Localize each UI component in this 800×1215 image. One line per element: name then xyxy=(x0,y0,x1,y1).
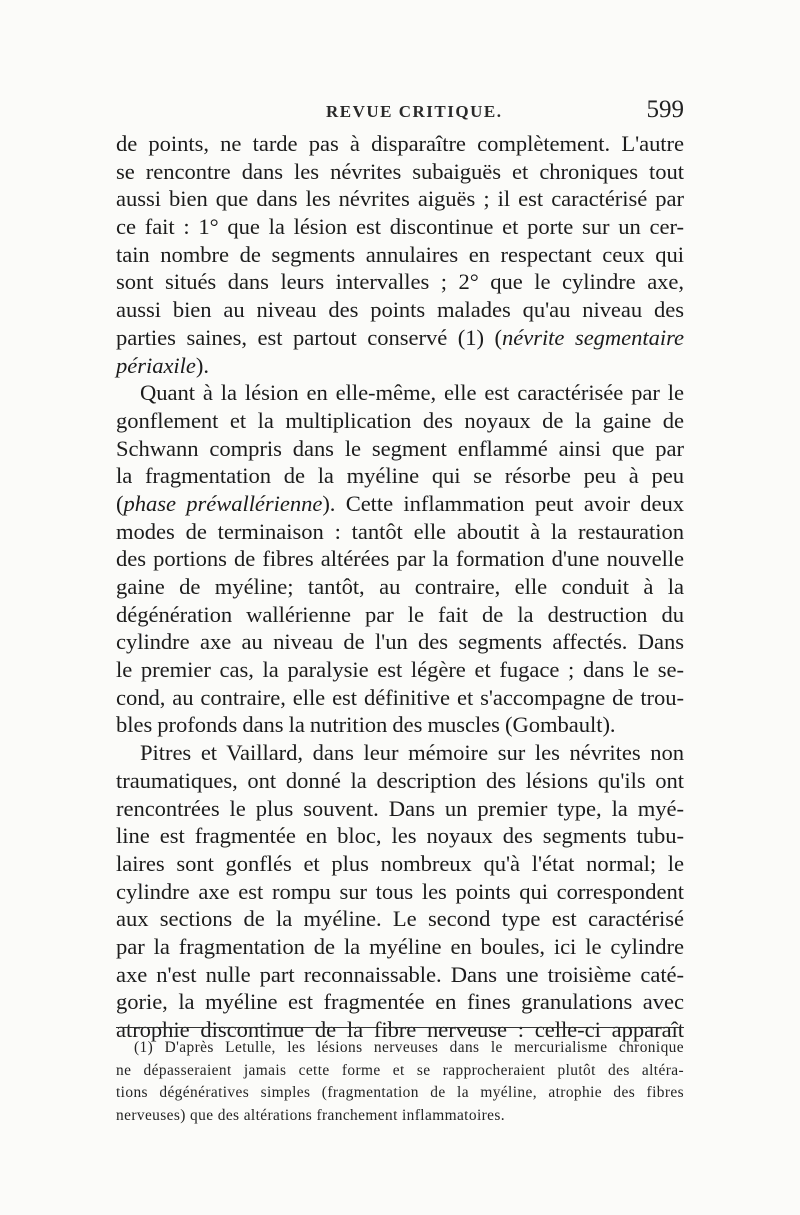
text-run: ). Cette inflammation peut avoir deux xyxy=(322,490,684,516)
text-line: aussi bien que dans les névrites aiguës ; il est caractérisé par xyxy=(116,186,684,212)
running-title: REVUE CRITIQUE. xyxy=(326,102,503,121)
text-line: traumatiques, ont donné la description des lésions qu'ils ont xyxy=(116,767,684,793)
text-line: cond, au contraire, elle est définitive et s'accompagne de trou- xyxy=(116,684,684,710)
body-text xyxy=(116,130,684,1044)
text-line: atrophie discontinue de la fibre nerveuse : celle-ci apparaît xyxy=(116,1017,684,1042)
text-line: Quant à la lésion en elle-même, elle est caractérisée par le xyxy=(140,380,684,406)
text-line: dégénération wallérienne par le fait de la destruction du xyxy=(116,601,684,627)
footnote-rule xyxy=(116,1027,684,1028)
text-run: parties saines, est partout conservé (1) ( xyxy=(116,324,502,350)
text-line: de points, ne tarde pas à disparaître complètement. L'autre xyxy=(116,131,684,156)
text-line: modes de terminaison : tantôt elle aboutit à la restauration xyxy=(116,518,684,544)
text-line: sont situés dans leurs intervalles ; 2° que le cylindre axe, xyxy=(116,269,684,295)
text-line: gaine de myéline; tantôt, au contraire, elle conduit à la xyxy=(116,574,684,599)
text-line xyxy=(116,352,684,380)
text-line: gonflement et la multiplication des noyaux de la gaine de xyxy=(116,407,684,433)
italic-term: périaxile xyxy=(116,352,196,378)
text-line: tain nombre de segments annulaires en respectant ceux qui xyxy=(116,241,684,267)
text-line: par la fragmentation de la myéline en boules, ici le cylindre xyxy=(116,933,684,959)
footnote-line: ne dépasseraient jamais cette forme et se rapprocheraient plutôt des altéra- xyxy=(116,1061,684,1079)
text-line: aussi bien au niveau des points malades qu'au niveau des xyxy=(116,297,684,323)
text-line: ce fait : 1° que la lésion est discontinue et porte sur un cer- xyxy=(116,214,684,240)
text-line: la fragmentation de la myéline qui se résorbe peu à peu xyxy=(116,463,684,489)
italic-term: névrite segmentaire xyxy=(502,324,684,350)
text-run: ). xyxy=(195,352,209,378)
text-line: Pitres et Vaillard, dans leur mémoire sur les névrites non xyxy=(140,740,684,766)
running-head xyxy=(116,96,684,126)
page-number: 599 xyxy=(646,96,684,123)
text-line: aux sections de la myéline. Le second type est caractérisé xyxy=(116,906,684,932)
text-line: le premier cas, la paralysie est légère et fugace ; dans le se- xyxy=(116,657,684,683)
text-run: ( xyxy=(116,490,124,516)
footnote-line: nerveuses) que des altérations franchement inflammatoires. xyxy=(116,1106,506,1124)
text-line: cylindre axe au niveau de l'un des segments affectés. Dans xyxy=(116,629,684,655)
text-line: cylindre axe est rompu sur tous les points qui correspondent xyxy=(116,878,684,904)
text-line: se rencontre dans les névrites subaiguës et chroniques tout xyxy=(116,158,684,184)
footnote-line: (1) D'après Letulle, les lésions nerveuses dans le mercurialisme chronique xyxy=(134,1039,684,1056)
text-line: bles profonds dans la nutrition des muscles (Gombault). xyxy=(116,712,616,738)
text-line: rencontrées le plus souvent. Dans un premier type, la myé- xyxy=(116,795,684,821)
footnote xyxy=(116,1037,684,1127)
italic-term: phase préwallérienne xyxy=(123,490,323,516)
text-line xyxy=(116,490,684,518)
text-line: axe n'est nulle part reconnaissable. Dans une troisième caté- xyxy=(116,961,684,987)
text-line: Schwann compris dans le segment enflammé ainsi que par xyxy=(116,435,684,461)
footnote-line: tions dégénératives simples (fragmentation de la myéline, atrophie des fibres xyxy=(116,1084,684,1101)
text-line: gorie, la myéline est fragmentée en fines granulations avec xyxy=(116,989,684,1015)
text-line: laires sont gonflés et plus nombreux qu'à l'état normal; le xyxy=(116,850,684,876)
text-line xyxy=(116,324,684,352)
text-line: line est fragmentée en bloc, les noyaux des segments tubu- xyxy=(116,823,684,849)
text-line: des portions de fibres altérées par la formation d'une nouvelle xyxy=(116,546,684,572)
